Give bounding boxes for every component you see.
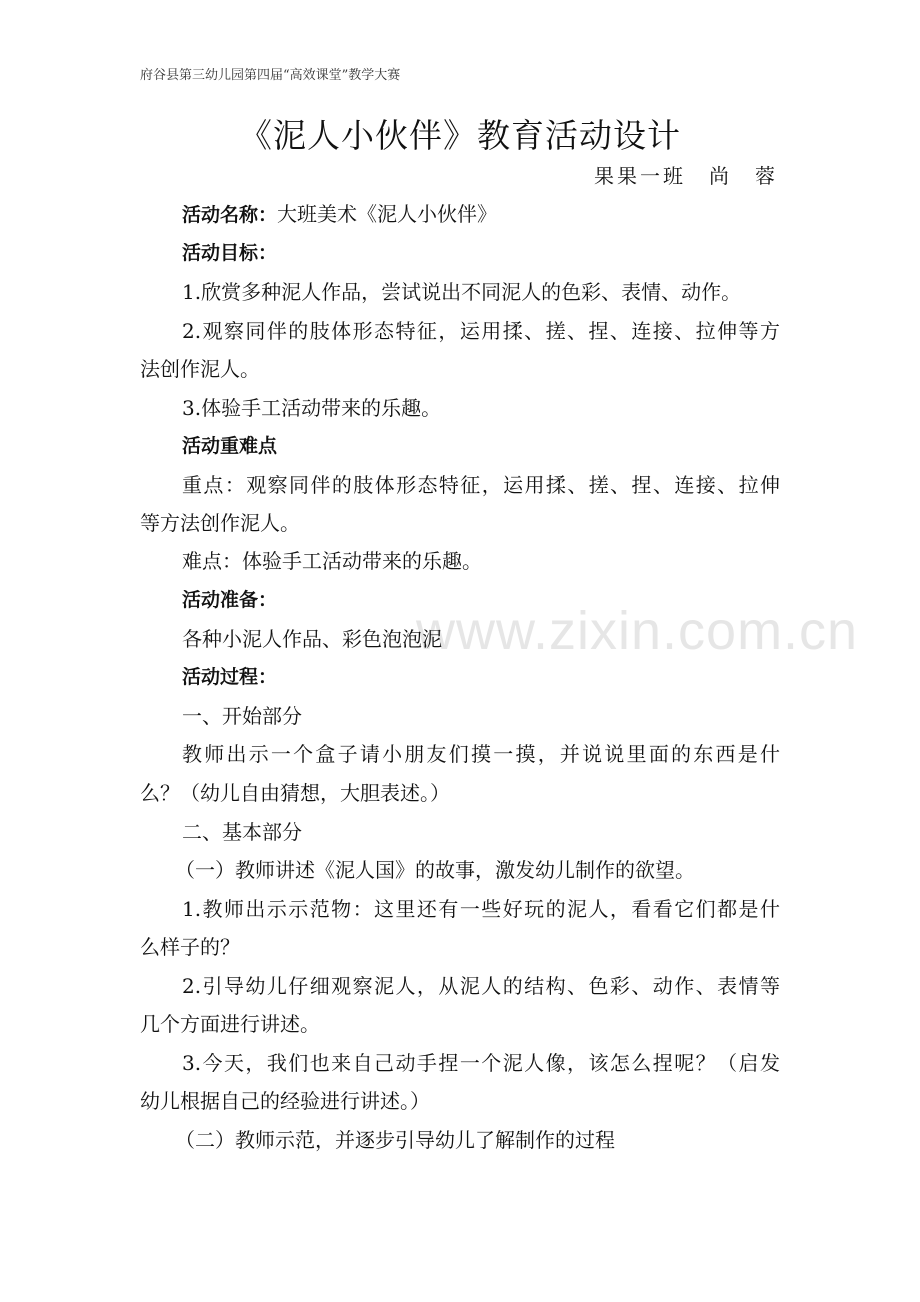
step-3-line-1: 3.今天，我们也来自己动手捏一个泥人像，该怎么捏呢？（启发	[182, 1051, 780, 1075]
step-1-line-1: 1.教师出示示范物：这里还有一些好玩的泥人，看看它们都是什	[182, 897, 780, 921]
goals-heading: 活动目标：	[182, 242, 278, 264]
key-point-line-1: 重点：观察同伴的肢体形态特征，运用揉、搓、捏、连接、拉伸	[182, 473, 780, 497]
preparation-heading: 活动准备：	[182, 589, 278, 611]
step-2-line-1: 2.引导幼儿仔细观察泥人，从泥人的结构、色彩、动作、表情等	[182, 974, 780, 998]
step-1-line-2: 么样子的？	[140, 935, 240, 959]
section-1-heading: （一）教师讲述《泥人国》的故事，激发幼儿制作的欲望。	[175, 858, 695, 882]
goal-1: 1.欣赏多种泥人作品，尝试说出不同泥人的色彩、表情、动作。	[182, 280, 742, 304]
document-title: 《泥人小伙伴》教育活动设计	[239, 116, 681, 155]
goal-2-line-2: 法创作泥人。	[140, 357, 260, 381]
process-heading: 活动过程：	[182, 666, 278, 688]
watermark: www.zixin.com.cn	[416, 601, 859, 661]
goal-2-line-1: 2.观察同伴的肢体形态特征，运用揉、搓、捏、连接、拉伸等方	[182, 319, 780, 343]
section-2-heading: （二）教师示范，并逐步引导幼儿了解制作的过程	[175, 1128, 615, 1152]
activity-name-line	[182, 202, 497, 227]
step-2-line-2: 几个方面进行讲述。	[140, 1012, 320, 1036]
part-1-heading: 一、开始部分	[182, 704, 302, 728]
key-points-heading: 活动重难点	[182, 435, 278, 457]
preparation-text: 各种小泥人作品、彩色泡泡泥	[182, 627, 442, 651]
author-line: 果果一班 尚 蓉	[594, 164, 778, 188]
activity-name-label: 活动名称：	[182, 204, 278, 226]
difficulty-line: 难点：体验手工活动带来的乐趣。	[182, 549, 482, 573]
step-3-line-2: 幼儿根据自己的经验进行讲述。）	[140, 1089, 430, 1113]
goal-3: 3.体验手工活动带来的乐趣。	[182, 396, 442, 420]
page-header: 府谷县第三幼儿园第四届“高效课堂”教学大赛	[140, 68, 401, 83]
part-1-line-2: 么？（幼儿自由猜想，大胆表述。）	[140, 781, 450, 805]
part-1-line-1: 教师出示一个盒子请小朋友们摸一摸，并说说里面的东西是什	[182, 742, 780, 766]
key-point-line-2: 等方法创作泥人。	[140, 511, 300, 535]
part-2-heading: 二、基本部分	[182, 820, 302, 844]
activity-name-value: 大班美术《泥人小伙伴》	[277, 202, 498, 226]
